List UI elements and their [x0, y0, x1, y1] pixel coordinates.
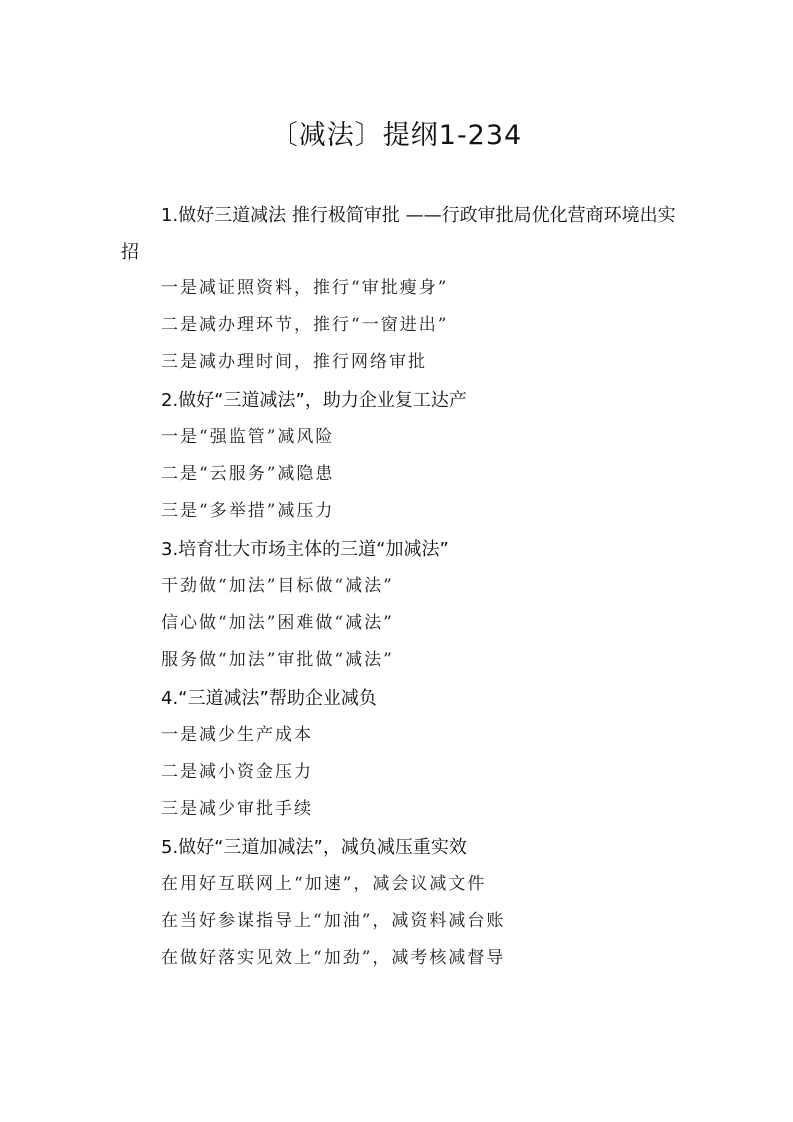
section-5-item-3: 在做好落实见效上“加劲”，减考核减督导 [161, 948, 506, 968]
section-1-item-3: 三是减办理时间，推行网络审批 [161, 352, 427, 372]
section-heading-4: 4.“三道减法”帮助企业减负 [161, 688, 377, 709]
section-4-item-3: 三是减少审批手续 [161, 799, 313, 819]
section-5-item-1: 在用好互联网上“加速”，减会议减文件 [161, 874, 487, 894]
section-4-item-1: 一是减少生产成本 [161, 725, 313, 745]
section-5-item-2: 在当好参谋指导上“加油”，减资料减台账 [161, 911, 506, 931]
section-2-item-1: 一是“强监管”减风险 [161, 427, 335, 447]
section-heading-2: 2.做好“三道减法”，助力企业复工达产 [161, 390, 467, 411]
document-title: 〔减法〕提纲1-234 [270, 120, 523, 151]
section-2-item-3: 三是“多举措”减压力 [161, 501, 335, 521]
section-4-item-2: 二是减小资金压力 [161, 762, 313, 782]
section-2-item-2: 二是“云服务”减隐患 [161, 464, 335, 484]
section-3-item-1: 干劲做“加法”目标做“减法” [161, 576, 394, 596]
section-3-item-2: 信心做“加法”困难做“减法” [161, 613, 394, 633]
section-1-item-1: 一是减证照资料，推行“审批瘦身” [161, 278, 449, 298]
section-1-item-2: 二是减办理环节，推行“一窗进出” [161, 315, 449, 335]
section-heading-5: 5.做好“三道加减法”，减负减压重实效 [161, 837, 467, 858]
section-heading-1: 1.做好三道减法 推行极简审批 ——行政审批局优化营商环境出实招 [121, 205, 676, 263]
section-3-item-3: 服务做“加法”审批做“减法” [161, 650, 394, 670]
section-heading-3: 3.培育壮大市场主体的三道“加减法” [161, 539, 449, 560]
